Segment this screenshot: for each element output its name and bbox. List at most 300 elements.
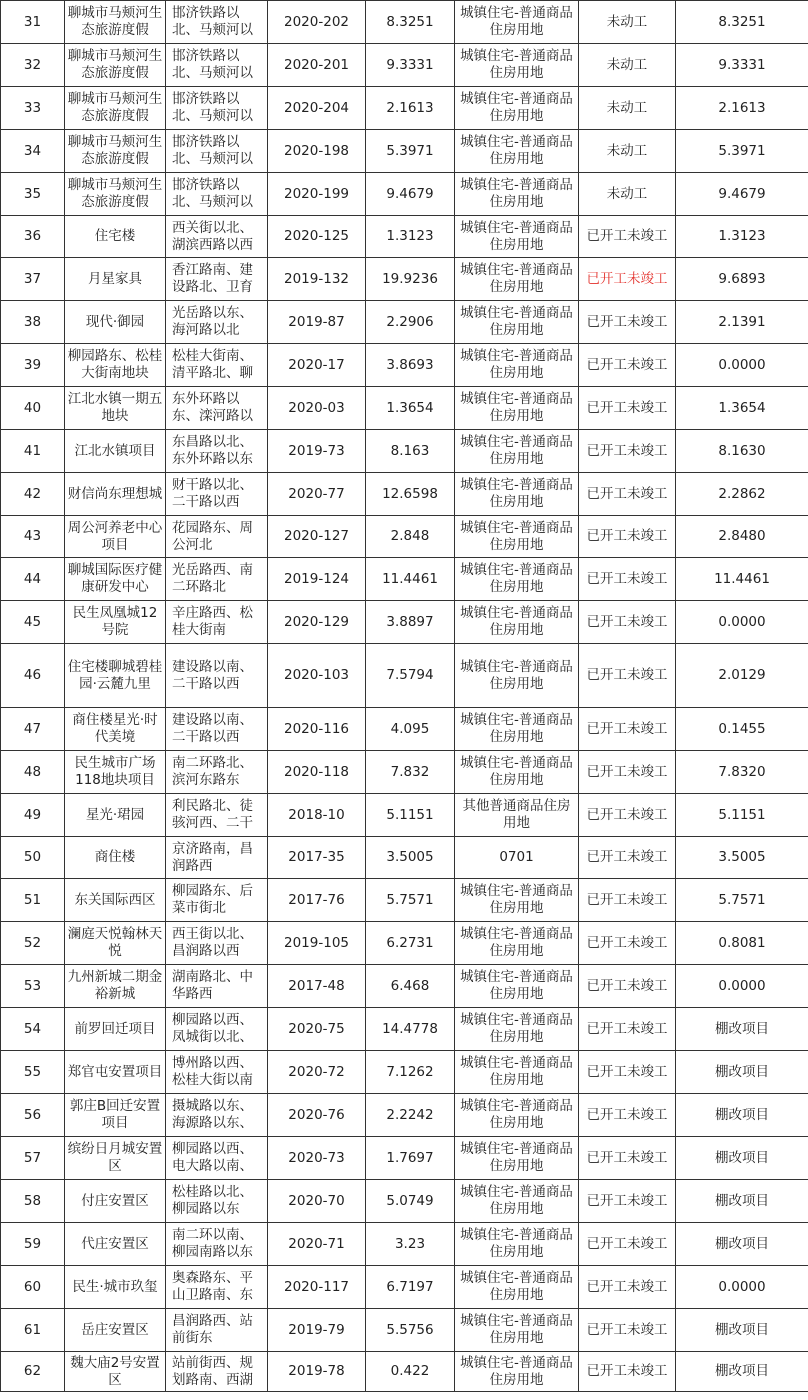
construction-status-cell <box>579 751 676 794</box>
row-number: 40 <box>23 399 42 416</box>
area-value: 3.5005 <box>386 849 434 865</box>
remaining-value: 2.2862 <box>718 485 766 502</box>
land-use-cell <box>455 387 579 430</box>
parcel-code-cell <box>268 965 366 1008</box>
parcel-code: 2020-125 <box>284 228 349 244</box>
parcel-code-cell <box>268 1266 366 1309</box>
land-use: 城镇住宅-普通商品住房用地 <box>460 5 573 38</box>
project-name: 代庄安置区 <box>81 1235 149 1252</box>
area-value-cell <box>366 1137 455 1180</box>
land-use-cell <box>455 44 579 87</box>
remaining-value-cell <box>676 965 808 1008</box>
parcel-code-cell <box>268 1180 366 1223</box>
row-number-cell <box>1 1223 65 1266</box>
area-value: 3.23 <box>394 1235 426 1252</box>
table-row <box>1 558 808 601</box>
parcel-code: 2020-204 <box>284 99 349 116</box>
location-cell <box>166 44 268 87</box>
area-value-cell <box>366 258 455 301</box>
location-cell <box>166 301 268 344</box>
parcel-code-cell <box>268 1 366 44</box>
area-value: 12.6598 <box>382 485 438 502</box>
row-number-cell <box>1 837 65 879</box>
parcel-code-cell <box>268 87 366 130</box>
project-name-cell <box>65 644 166 708</box>
location: 南二环以南、柳园南路以东 <box>172 1227 253 1260</box>
area-value-cell <box>366 1223 455 1266</box>
location-cell <box>166 130 268 173</box>
remaining-value-cell <box>676 130 808 173</box>
location: 邯济铁路以北、马颊河以 <box>172 91 253 124</box>
parcel-code-cell <box>268 1309 366 1352</box>
construction-status: 未动工 <box>606 99 648 116</box>
location: 邯济铁路以北、马颊河以 <box>172 48 253 81</box>
land-use: 城镇住宅-普通商品住房用地 <box>460 348 573 381</box>
project-name: 聊城国际医疗健康研发中心 <box>67 562 163 595</box>
project-name: 岳庄安置区 <box>81 1321 149 1338</box>
row-number-cell <box>1 44 65 87</box>
area-value-cell <box>366 922 455 965</box>
location: 柳园路东、后菜市街北 <box>172 883 253 916</box>
land-use: 城镇住宅-普通商品住房用地 <box>460 219 573 253</box>
table-row <box>1 87 808 130</box>
land-use: 城镇住宅-普通商品住房用地 <box>460 969 573 1002</box>
parcel-code: 2020-129 <box>284 613 349 630</box>
row-number-cell <box>1 301 65 344</box>
construction-status-cell <box>579 130 676 173</box>
land-use-cell <box>455 258 579 301</box>
construction-status: 已开工未竣工 <box>586 806 668 823</box>
location: 建设路以南、二干路以西 <box>172 658 253 692</box>
location: 东外环路以东、滦河路以 <box>172 391 253 424</box>
location-cell <box>166 708 268 751</box>
parcel-code-cell <box>268 44 366 87</box>
construction-status: 已开工未竣工 <box>586 228 668 244</box>
area-value-cell <box>366 1309 455 1352</box>
row-number: 43 <box>23 528 42 544</box>
construction-status: 已开工未竣工 <box>586 1321 668 1338</box>
row-number: 42 <box>23 485 42 502</box>
area-value-cell <box>366 516 455 558</box>
location: 光岳路西、南二环路北 <box>172 562 253 595</box>
location: 辛庄路西、松桂大街南 <box>172 605 253 638</box>
project-name-cell <box>65 1266 166 1309</box>
parcel-code: 2020-116 <box>284 720 349 737</box>
row-number: 34 <box>23 142 42 159</box>
remaining-value-cell <box>676 44 808 87</box>
project-name-cell <box>65 1309 166 1352</box>
area-value-cell <box>366 1266 455 1309</box>
project-name-cell <box>65 965 166 1008</box>
area-value: 8.163 <box>390 442 430 459</box>
remaining-value: 2.1391 <box>718 313 766 330</box>
remaining-value: 11.4461 <box>714 570 770 587</box>
location: 博州路以西、松桂大街以南 <box>172 1055 253 1088</box>
land-use-cell <box>455 430 579 473</box>
project-name-cell <box>65 751 166 794</box>
land-use: 城镇住宅-普通商品住房用地 <box>460 1141 573 1174</box>
row-number-cell <box>1 1 65 44</box>
land-use-cell <box>455 708 579 751</box>
location-cell <box>166 216 268 258</box>
remaining-value: 棚改项目 <box>715 1020 769 1037</box>
construction-status: 未动工 <box>606 13 648 30</box>
parcel-code-cell <box>268 644 366 708</box>
land-use: 城镇住宅-普通商品住房用地 <box>460 177 573 210</box>
area-value-cell <box>366 44 455 87</box>
remaining-value: 9.3331 <box>718 56 766 73</box>
area-value: 0.422 <box>390 1363 430 1379</box>
parcel-code: 2019-105 <box>284 934 349 951</box>
construction-status-cell <box>579 644 676 708</box>
project-name: 郑官屯安置项目 <box>67 1063 163 1080</box>
construction-status: 已开工未竣工 <box>586 528 668 544</box>
land-use-cell <box>455 301 579 344</box>
area-value: 5.0749 <box>386 1192 434 1209</box>
project-name-cell <box>65 173 166 216</box>
table-row <box>1 601 808 644</box>
remaining-value-cell <box>676 1094 808 1137</box>
area-value-cell <box>366 430 455 473</box>
land-use: 其他普通商品住房用地 <box>462 798 571 831</box>
project-name-cell <box>65 387 166 430</box>
location: 昌润路西、站前街东 <box>172 1313 253 1346</box>
area-value-cell <box>366 1352 455 1392</box>
location-cell <box>166 87 268 130</box>
land-use: 城镇住宅-普通商品住房用地 <box>460 605 573 638</box>
remaining-value-cell <box>676 301 808 344</box>
area-value: 5.3971 <box>386 142 434 159</box>
row-number: 62 <box>23 1363 42 1379</box>
project-name-cell <box>65 344 166 387</box>
remaining-value-cell <box>676 922 808 965</box>
area-value-cell <box>366 1051 455 1094</box>
table-row <box>1 473 808 516</box>
construction-status: 已开工未竣工 <box>586 1363 668 1379</box>
land-use: 城镇住宅-普通商品住房用地 <box>460 1227 573 1260</box>
remaining-value-cell <box>676 837 808 879</box>
project-name-cell <box>65 301 166 344</box>
area-value-cell <box>366 1008 455 1051</box>
row-number: 39 <box>23 356 42 373</box>
land-use-cell <box>455 1137 579 1180</box>
project-name: 郭庄B回迁安置项目 <box>69 1098 161 1131</box>
parcel-code: 2020-202 <box>284 13 349 30</box>
project-name: 聊城市马颊河生态旅游度假 <box>67 134 163 167</box>
project-name: 江北水镇一期五地块 <box>67 391 163 424</box>
remaining-value-cell <box>676 794 808 837</box>
project-name-cell <box>65 44 166 87</box>
land-use-cell <box>455 879 579 922</box>
area-value: 11.4461 <box>382 570 438 587</box>
location-cell <box>166 751 268 794</box>
location: 香江路南、建设路北、卫育 <box>172 262 253 295</box>
parcel-code: 2019-79 <box>288 1321 345 1338</box>
project-name-cell <box>65 1180 166 1223</box>
parcel-code-cell <box>268 473 366 516</box>
remaining-value: 7.8320 <box>718 763 766 780</box>
table-row <box>1 301 808 344</box>
land-use-cell <box>455 1180 579 1223</box>
parcel-code: 2020-201 <box>284 56 349 73</box>
location-cell <box>166 1051 268 1094</box>
row-number-cell <box>1 1266 65 1309</box>
land-use-cell <box>455 558 579 601</box>
table-row <box>1 516 808 558</box>
project-name: 民生城市广场118地块项目 <box>74 755 156 788</box>
location-cell <box>166 1223 268 1266</box>
parcel-code: 2020-75 <box>288 1020 345 1037</box>
remaining-value: 5.1151 <box>718 806 766 823</box>
parcel-code: 2017-48 <box>288 977 345 994</box>
row-number: 37 <box>23 270 42 287</box>
project-name: 魏大庙2号安置区 <box>70 1354 160 1388</box>
location: 松桂路以北、柳园路以东 <box>172 1184 253 1217</box>
land-use: 城镇住宅-普通商品住房用地 <box>460 658 573 692</box>
land-use: 城镇住宅-普通商品住房用地 <box>460 48 573 81</box>
remaining-value-cell <box>676 473 808 516</box>
parcel-code: 2019-87 <box>288 313 345 330</box>
project-name-cell <box>65 1 166 44</box>
parcel-code: 2020-199 <box>284 185 349 202</box>
area-value-cell <box>366 837 455 879</box>
project-name-cell <box>65 1008 166 1051</box>
remaining-value-cell <box>676 1008 808 1051</box>
location: 京济路南，昌润路西 <box>172 840 253 874</box>
parcel-code: 2020-118 <box>284 763 349 780</box>
construction-status-cell <box>579 258 676 301</box>
remaining-value: 9.6893 <box>718 270 766 287</box>
parcel-code-cell <box>268 430 366 473</box>
construction-status-cell <box>579 516 676 558</box>
table-body <box>1 1 808 1392</box>
remaining-value: 8.3251 <box>718 13 766 30</box>
location-cell <box>166 558 268 601</box>
location: 摄城路以东、海源路以东、 <box>172 1098 253 1131</box>
remaining-value-cell <box>676 1180 808 1223</box>
location: 湖南路北、中华路西 <box>172 969 253 1002</box>
area-value: 6.2731 <box>386 934 434 951</box>
area-value: 1.3123 <box>386 228 434 244</box>
table-row <box>1 1094 808 1137</box>
location-cell <box>166 794 268 837</box>
table-row <box>1 922 808 965</box>
remaining-value: 1.3123 <box>718 228 766 244</box>
row-number: 35 <box>23 185 42 202</box>
row-number-cell <box>1 87 65 130</box>
project-name-cell <box>65 708 166 751</box>
remaining-value-cell <box>676 1051 808 1094</box>
land-use-cell <box>455 516 579 558</box>
row-number-cell <box>1 1180 65 1223</box>
remaining-value-cell <box>676 430 808 473</box>
land-use-cell <box>455 751 579 794</box>
land-use-cell <box>455 965 579 1008</box>
construction-status: 已开工未竣工 <box>586 1020 668 1037</box>
row-number: 60 <box>23 1278 42 1295</box>
project-name-cell <box>65 1223 166 1266</box>
row-number-cell <box>1 1051 65 1094</box>
construction-status: 已开工未竣工 <box>586 356 668 373</box>
location: 光岳路以东、海河路以北 <box>172 305 253 338</box>
parcel-code-cell <box>268 1051 366 1094</box>
parcel-code-cell <box>268 301 366 344</box>
construction-status: 已开工未竣工 <box>586 613 668 630</box>
row-number-cell <box>1 644 65 708</box>
project-name-cell <box>65 837 166 879</box>
row-number: 59 <box>23 1235 42 1252</box>
construction-status: 已开工未竣工 <box>586 270 668 287</box>
row-number-cell <box>1 473 65 516</box>
project-name-cell <box>65 216 166 258</box>
construction-status-cell <box>579 1 676 44</box>
table-row <box>1 216 808 258</box>
parcel-code: 2017-35 <box>288 849 345 865</box>
parcel-code-cell <box>268 601 366 644</box>
remaining-value: 0.0000 <box>718 356 766 373</box>
area-value-cell <box>366 644 455 708</box>
land-use: 城镇住宅-普通商品住房用地 <box>460 1184 573 1217</box>
row-number: 54 <box>23 1020 42 1037</box>
project-name-cell <box>65 794 166 837</box>
area-value-cell <box>366 965 455 1008</box>
construction-status-cell <box>579 558 676 601</box>
row-number: 51 <box>23 891 42 908</box>
location: 建设路以南、二干路以西 <box>172 712 253 745</box>
land-use: 城镇住宅-普通商品住房用地 <box>460 262 573 295</box>
construction-status-cell <box>579 1180 676 1223</box>
land-use-cell <box>455 601 579 644</box>
project-name: 商住楼星光·时代美境 <box>72 712 158 745</box>
remaining-value-cell <box>676 516 808 558</box>
table-row <box>1 794 808 837</box>
area-value-cell <box>366 173 455 216</box>
table-row <box>1 1223 808 1266</box>
land-use: 城镇住宅-普通商品住房用地 <box>460 883 573 916</box>
project-name: 月星家具 <box>88 270 142 287</box>
project-name: 聊城市马颊河生态旅游度假 <box>67 5 163 38</box>
remaining-value-cell <box>676 1137 808 1180</box>
land-use: 城镇住宅-普通商品住房用地 <box>460 434 573 467</box>
remaining-value: 3.5005 <box>718 849 766 865</box>
remaining-value: 棚改项目 <box>715 1192 769 1209</box>
remaining-value: 棚改项目 <box>715 1235 769 1252</box>
construction-status: 已开工未竣工 <box>586 570 668 587</box>
area-value-cell <box>366 751 455 794</box>
project-name: 澜庭天悦翰林天悦 <box>67 926 163 959</box>
row-number-cell <box>1 922 65 965</box>
remaining-value-cell <box>676 173 808 216</box>
row-number: 50 <box>23 849 42 865</box>
project-name-cell <box>65 130 166 173</box>
row-number: 31 <box>23 13 42 30</box>
parcel-code-cell <box>268 922 366 965</box>
row-number-cell <box>1 794 65 837</box>
construction-status: 已开工未竣工 <box>586 1278 668 1295</box>
row-number: 55 <box>23 1063 42 1080</box>
construction-status: 已开工未竣工 <box>586 1106 668 1123</box>
area-value: 9.3331 <box>386 56 434 73</box>
row-number: 61 <box>23 1321 42 1338</box>
construction-status-cell <box>579 173 676 216</box>
land-use-cell <box>455 173 579 216</box>
land-use: 城镇住宅-普通商品住房用地 <box>460 1270 573 1303</box>
location-cell <box>166 430 268 473</box>
area-value: 3.8897 <box>386 613 434 630</box>
remaining-value-cell <box>676 708 808 751</box>
project-name-cell <box>65 430 166 473</box>
table-row <box>1 1 808 44</box>
land-use-cell <box>455 344 579 387</box>
table-row <box>1 44 808 87</box>
row-number: 57 <box>23 1149 42 1166</box>
row-number: 52 <box>23 934 42 951</box>
project-name: 现代·御园 <box>85 313 145 330</box>
row-number-cell <box>1 516 65 558</box>
project-name: 缤纷日月城安置区 <box>67 1141 163 1174</box>
parcel-code: 2020-127 <box>284 528 349 544</box>
construction-status-cell <box>579 837 676 879</box>
construction-status: 已开工未竣工 <box>586 399 668 416</box>
remaining-value: 0.0000 <box>718 1278 766 1295</box>
remaining-value: 0.8081 <box>718 934 766 951</box>
remaining-value: 棚改项目 <box>715 1063 769 1080</box>
parcel-code-cell <box>268 258 366 301</box>
remaining-value: 5.7571 <box>718 891 766 908</box>
construction-status-cell <box>579 1266 676 1309</box>
row-number-cell <box>1 387 65 430</box>
parcel-code: 2020-17 <box>288 356 345 373</box>
project-name: 财信尚东理想城 <box>67 485 163 502</box>
row-number-cell <box>1 1008 65 1051</box>
project-name: 周公河养老中心项目 <box>67 519 163 553</box>
location-cell <box>166 1309 268 1352</box>
location-cell <box>166 644 268 708</box>
area-value: 5.5756 <box>386 1321 434 1338</box>
area-value-cell <box>366 473 455 516</box>
location-cell <box>166 922 268 965</box>
project-name-cell <box>65 1051 166 1094</box>
parcel-code: 2019-78 <box>288 1363 345 1379</box>
remaining-value: 0.0000 <box>718 977 766 994</box>
area-value: 1.7697 <box>386 1149 434 1166</box>
remaining-value: 棚改项目 <box>715 1321 769 1338</box>
land-use-cell <box>455 1051 579 1094</box>
row-number: 47 <box>23 720 42 737</box>
area-value: 6.468 <box>390 977 430 994</box>
row-number: 36 <box>23 228 42 244</box>
table-row <box>1 837 808 879</box>
remaining-value: 0.1455 <box>718 720 766 737</box>
table-row <box>1 1266 808 1309</box>
construction-status: 已开工未竣工 <box>586 313 668 330</box>
row-number-cell <box>1 965 65 1008</box>
project-name-cell <box>65 1137 166 1180</box>
location-cell <box>166 1180 268 1223</box>
table-row <box>1 1352 808 1392</box>
construction-status-cell <box>579 1223 676 1266</box>
construction-status: 未动工 <box>606 142 648 159</box>
parcel-code: 2020-103 <box>284 667 349 683</box>
land-use-cell <box>455 1008 579 1051</box>
location-cell <box>166 1266 268 1309</box>
construction-status-cell <box>579 344 676 387</box>
table-row <box>1 1051 808 1094</box>
project-name-cell <box>65 922 166 965</box>
location: 花园路东、周公河北 <box>172 519 253 553</box>
area-value-cell <box>366 87 455 130</box>
parcel-code-cell <box>268 130 366 173</box>
